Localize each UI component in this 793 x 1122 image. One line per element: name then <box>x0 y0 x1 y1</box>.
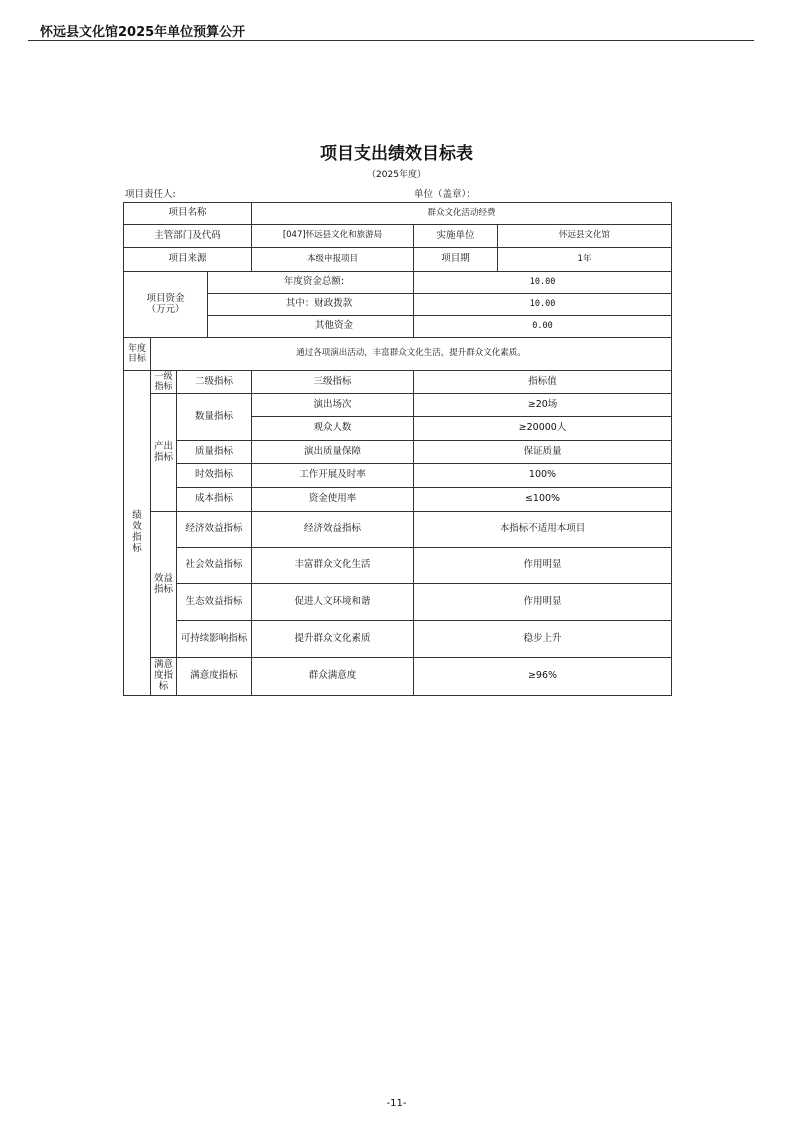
project-name-label: 项目名称 <box>124 203 252 225</box>
project-period-label: 项目期 <box>414 248 498 272</box>
source-row <box>124 248 672 272</box>
other-funds-value: 0.00 <box>414 316 672 338</box>
annual-goal-text: 通过各项演出活动，丰富群众文化生活，提升群众文化素质。 <box>151 338 672 371</box>
level3-indicator: 经济效益指标 <box>252 512 414 548</box>
project-period-value: 1年 <box>498 248 672 272</box>
level3-indicator: 演出质量保障 <box>252 441 414 464</box>
indicator-value: 作用明显 <box>414 584 672 621</box>
table-row <box>124 394 672 417</box>
performance-indicator-group-label: 绩 效 指 标 <box>124 371 151 696</box>
level3-indicator: 工作开展及时率 <box>252 464 414 488</box>
indicator-value: ≥20场 <box>414 394 672 417</box>
total-funds-row <box>124 272 672 294</box>
level3-indicator: 促进人文环境和谐 <box>252 584 414 621</box>
page-header: 怀远县文化馆2025年单位预算公开 <box>40 25 246 40</box>
department-value: [047]怀远县文化和旅游局 <box>252 225 414 248</box>
unit-stamp-label: 单位（盖章）： <box>414 189 476 200</box>
indicator-value: 100% <box>414 464 672 488</box>
other-funds-label: 其他资金 <box>208 316 414 338</box>
table-row <box>124 441 672 464</box>
fiscal-allocation-label: 其中：财政拨款 <box>208 294 414 316</box>
level3-header: 三级指标 <box>252 371 414 394</box>
level2-indicator: 满意度指标 <box>177 658 252 696</box>
annual-total-label: 年度资金总额: <box>208 272 414 294</box>
indicator-value-header: 指标值 <box>414 371 672 394</box>
page-number: -11- <box>386 1098 407 1109</box>
project-name-row <box>124 203 672 225</box>
fiscal-allocation-value: 10.00 <box>414 294 672 316</box>
page-title: 项目支出绩效目标表 <box>320 144 473 164</box>
responsible-person-label: 项目责任人: <box>125 189 176 200</box>
level2-indicator: 成本指标 <box>177 488 252 512</box>
project-source-label: 项目来源 <box>124 248 252 272</box>
table-row <box>124 464 672 488</box>
department-row <box>124 225 672 248</box>
annual-goal-row <box>124 338 672 371</box>
level2-indicator: 可持续影响指标 <box>177 621 252 658</box>
benefit-indicator-label: 效益 指标 <box>151 512 177 658</box>
project-source-value: 本级申报项目 <box>252 248 414 272</box>
table-row <box>124 548 672 584</box>
level2-indicator: 社会效益指标 <box>177 548 252 584</box>
level2-indicator: 生态效益指标 <box>177 584 252 621</box>
annual-total-value: 10.00 <box>414 272 672 294</box>
indicator-value: ≥96% <box>414 658 672 696</box>
table-row <box>124 512 672 548</box>
table-row <box>124 658 672 696</box>
performance-target-table <box>123 202 672 696</box>
level3-indicator: 资金使用率 <box>252 488 414 512</box>
indicator-value: 稳步上升 <box>414 621 672 658</box>
level3-indicator: 丰富群众文化生活 <box>252 548 414 584</box>
project-name-value: 群众文化活动经费 <box>252 203 672 225</box>
level3-indicator: 观众人数 <box>252 417 414 441</box>
level2-indicator: 质量指标 <box>177 441 252 464</box>
header-rule <box>28 40 754 41</box>
level3-indicator: 演出场次 <box>252 394 414 417</box>
project-funds-label: 项目资金 （万元） <box>124 272 208 338</box>
table-row <box>124 584 672 621</box>
level2-indicator: 经济效益指标 <box>177 512 252 548</box>
table-row <box>124 621 672 658</box>
level3-indicator: 提升群众文化素质 <box>252 621 414 658</box>
output-indicator-label: 产出 指标 <box>151 394 177 512</box>
level2-indicator: 时效指标 <box>177 464 252 488</box>
indicator-value: ≥20000人 <box>414 417 672 441</box>
table-row <box>124 488 672 512</box>
level1-header: 一级 指标 <box>151 371 177 394</box>
level2-indicator: 数量指标 <box>177 394 252 441</box>
indicator-value: ≤100% <box>414 488 672 512</box>
indicator-value: 保证质量 <box>414 441 672 464</box>
indicator-header-row <box>124 371 672 394</box>
level2-header: 二级指标 <box>177 371 252 394</box>
year-subtitle: （2025年度） <box>367 170 426 180</box>
level3-indicator: 群众满意度 <box>252 658 414 696</box>
implementing-unit-label: 实施单位 <box>414 225 498 248</box>
implementing-unit-value: 怀远县文化馆 <box>498 225 672 248</box>
satisfaction-indicator-label: 满意 度指 标 <box>151 658 177 696</box>
indicator-value: 本指标不适用本项目 <box>414 512 672 548</box>
indicator-value: 作用明显 <box>414 548 672 584</box>
department-label: 主管部门及代码 <box>124 225 252 248</box>
annual-goal-label: 年度 目标 <box>124 338 151 371</box>
